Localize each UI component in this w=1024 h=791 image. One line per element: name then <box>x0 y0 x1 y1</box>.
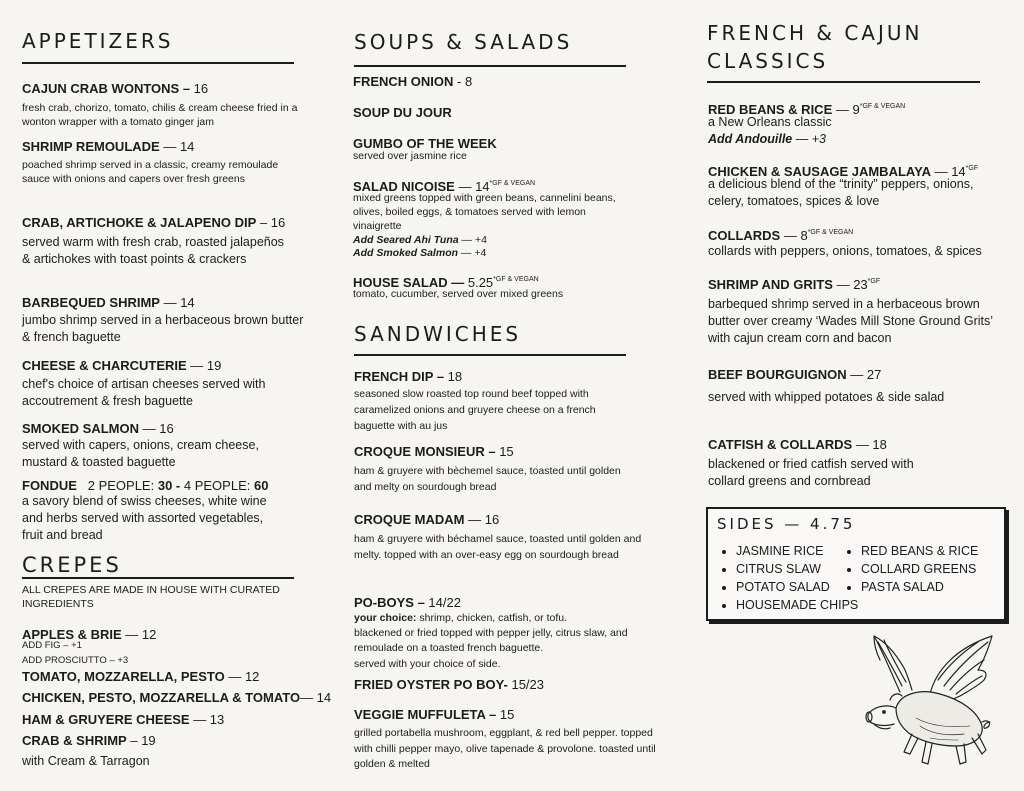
menu-item-shrimp-grits: SHRIMP AND GRITS — $23^{*GF}$ <box>708 277 881 292</box>
fondue-desc: a savory blend of swiss cheeses, white wine and herbs served with assorted vegetables, fruit and bread <box>22 494 267 542</box>
menu-item-shrimp-remoulade: SHRIMP REMOULADE — 14 <box>22 139 195 154</box>
jambalaya-desc: a delicious blend of the “trinity” peppers, onions, celery, tomatoes, spices & love <box>708 177 974 208</box>
beef-bourguignon-desc: served with whipped potatoes & side salad <box>708 390 945 404</box>
side-item: • PASTA SALAD <box>861 578 978 596</box>
menu-item-smoked-salmon: SMOKED SALMON — 16 <box>22 421 174 436</box>
side-item: • COLLARD GREENS <box>861 560 978 578</box>
sandwiches-rule <box>354 354 626 356</box>
salad-nicoise-desc: mixed greens topped with green beans, cannelini beans, olives, boiled eggs, & tomatoes served with lemon vinaigrette <box>353 192 616 232</box>
menu-item-apples-brie: APPLES & BRIE — 12 <box>22 627 157 642</box>
soups-rule <box>354 65 626 67</box>
crab-shrimp-desc: with Cream & Tarragon <box>22 754 150 768</box>
menu-item-tomato-mozzarella: TOMATO, MOZZARELLA, PESTO — 12 <box>22 669 260 684</box>
catfish-collards-desc: blackened or fried catfish served with collard greens and cornbread <box>708 457 914 488</box>
menu-item-catfish-collards: CATFISH & COLLARDS — 18 <box>708 437 887 452</box>
menu-item-beef-bourguignon: BEEF BOURGUIGNON — 27 <box>708 367 882 382</box>
soups-salads-heading: SOUPS & SALADS <box>354 30 573 54</box>
menu-item-french-onion: FRENCH ONION - 8 <box>353 74 473 89</box>
classics-heading-line2: CLASSICS <box>707 49 829 73</box>
classics-rule <box>707 81 980 83</box>
side-item: • HOUSEMADE CHIPS <box>736 596 858 614</box>
shrimp-remoulade-desc: poached shrimp served in a classic, creamy remoulade sauce with onions and capers over fresh greens <box>22 159 279 185</box>
classics-heading-line1: FRENCH & CAJUN <box>707 21 923 45</box>
menu-item-croque-madam: CROQUE MADAM — 16 <box>354 512 500 527</box>
smoked-salmon-desc: served with capers, onions, cream cheese, mustard & toasted baguette <box>22 438 259 469</box>
appetizers-rule <box>22 62 294 64</box>
menu-item-crab-wontons: CAJUN CRAB WONTONS – 16 <box>22 81 209 96</box>
apples-brie-add-fig: ADD FIG – +1 <box>22 640 82 651</box>
sides-box <box>706 507 1006 621</box>
menu-item-cheese-charcuterie: CHEESE & CHARCUTERIE — 19 <box>22 358 222 373</box>
po-boys-choice: your choice: shrimp, chicken, catfish, or tofu. <box>354 612 567 624</box>
side-item: • RED BEANS & RICE <box>861 542 978 560</box>
collards-desc: collards with peppers, onions, tomatoes, & spices <box>708 244 982 258</box>
sides-list-left <box>718 542 858 614</box>
side-item: • JASMINE RICE <box>736 542 858 560</box>
menu-item-jambalaya: CHICKEN & SAUSAGE JAMBALAYA — $14^{*GF}$ <box>708 164 979 179</box>
menu-item-red-beans: RED BEANS & RICE — $9^{*GF \& VEGAN}$ <box>708 102 906 117</box>
nicoise-add-tuna: Add Seared Ahi Tuna — +4 <box>353 234 487 246</box>
side-item: • POTATO SALAD <box>736 578 858 596</box>
menu-item-gumbo: GUMBO OF THE WEEK <box>353 136 497 151</box>
gumbo-desc: served over jasmine rice <box>353 150 467 162</box>
menu-item-crab-shrimp: CRAB & SHRIMP – 19 <box>22 733 156 748</box>
menu-item-soup-du-jour: SOUP DU JOUR <box>353 105 452 120</box>
menu-item-croque-monsieur: CROQUE MONSIEUR – 15 <box>354 444 514 459</box>
red-beans-desc: a New Orleans classic <box>708 115 832 129</box>
red-beans-add: Add Andouille — +3 <box>708 132 826 146</box>
flying-pig-icon <box>860 630 1000 770</box>
side-item: • CITRUS SLAW <box>736 560 858 578</box>
house-salad-desc: tomato, cucumber, served over mixed greens <box>353 288 564 300</box>
menu-item-veggie-muffuleta: VEGGIE MUFFULETA – 15 <box>354 707 515 722</box>
veggie-muffuleta-desc: grilled portabella mushroom, eggplant, & red bell pepper. topped with chilli pepper mayo, olive tapenade & provolone. toasted until golden & melted <box>354 727 656 770</box>
crepes-note: ALL CREPES ARE MADE IN HOUSE WITH CURATED INGREDIENTS <box>22 584 280 610</box>
crepes-rule <box>22 577 294 579</box>
menu-item-house-salad: HOUSE SALAD — $5.25^{*GF \& VEGAN}$ <box>353 275 539 290</box>
menu-item-barbequed-shrimp: BARBEQUED SHRIMP — 14 <box>22 295 195 310</box>
sides-list-right <box>843 542 978 596</box>
croque-monsieur-desc: ham & gruyere with bèchemel sauce, toasted until golden and melty on sourdough bread <box>354 465 621 493</box>
cheese-charcuterie-desc: chef's choice of artisan cheeses served with accoutrement & fresh baguette <box>22 377 266 408</box>
sides-heading: SIDES — 4.75 <box>717 515 856 533</box>
menu-item-crab-dip: CRAB, ARTICHOKE & JALAPENO DIP – 16 <box>22 215 286 230</box>
menu-item-collards: COLLARDS — $8^{*GF \& VEGAN}$ <box>708 228 854 243</box>
po-boys-side: served with your choice of side. <box>354 658 501 670</box>
apples-brie-add-prosciutto: ADD PROSCIUTTO – +3 <box>22 655 129 666</box>
crepes-heading: CREPES <box>22 553 122 577</box>
french-dip-desc: seasoned slow roasted top round beef topped with caramelized onions and gruyere cheese on a french baguette with au jus <box>354 388 596 432</box>
crab-dip-desc: served warm with fresh crab, roasted jalapeños & artichokes with toast points & crackers <box>22 235 284 266</box>
menu-item-fried-oyster: FRIED OYSTER PO BOY- 15/23 <box>354 677 545 692</box>
menu-item-chicken-pesto: CHICKEN, PESTO, MOZZARELLA & TOMATO— 14 <box>22 690 332 705</box>
menu-item-po-boys: PO-BOYS – 14/22 <box>354 595 461 610</box>
barbequed-shrimp-desc: jumbo shrimp served in a herbaceous brown butter & french baguette <box>22 313 304 344</box>
crab-wontons-desc: fresh crab, chorizo, tomato, chilis & cream cheese fried in a wonton wrapper with a tomato ginger jam <box>22 102 298 128</box>
menu-item-french-dip: FRENCH DIP – 18 <box>354 369 463 384</box>
sandwiches-heading: SANDWICHES <box>354 322 522 346</box>
menu-item-salad-nicoise: SALAD NICOISE — $14^{*GF \& VEGAN}$ <box>353 179 536 194</box>
shrimp-grits-desc: barbequed shrimp served in a herbaceous brown butter over creamy ‘Wades Mill Stone Ground Grits’ with cajun cream corn and bacon <box>708 297 993 345</box>
menu-item-ham-gruyere: HAM & GRUYERE CHEESE — 13 <box>22 712 225 727</box>
nicoise-add-salmon: Add Smoked Salmon — +4 <box>353 247 487 259</box>
menu-item-fondue: FONDUE 2 PEOPLE: 30 - 4 PEOPLE: 60 <box>22 478 269 493</box>
appetizers-heading: APPETIZERS <box>22 29 174 53</box>
po-boys-desc: blackened or fried topped with pepper jelly, citrus slaw, and remoulade on a toasted french baguette. <box>354 627 628 654</box>
croque-madam-desc: ham & gruyere with béchamel sauce, toasted until golden and melty. topped with an over-easy egg on sourdough bread <box>354 533 642 561</box>
